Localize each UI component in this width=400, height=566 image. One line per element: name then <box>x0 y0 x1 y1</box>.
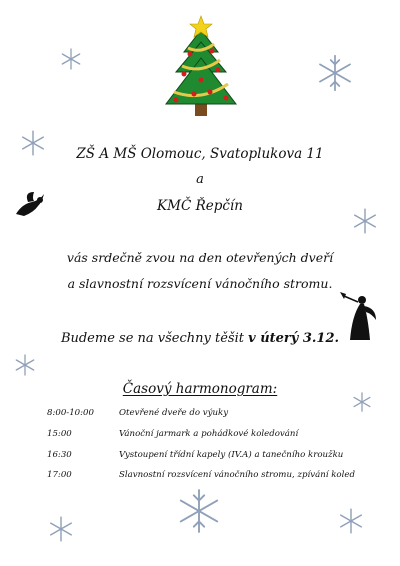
organizer-school: ZŠ A MŠ Olomouc, Svatoplukova 11 <box>76 146 324 162</box>
schedule-text: Otevřené dveře do výuky <box>119 408 229 418</box>
schedule-text: Vystoupení třídní kapely (IV.A) a tanečního kroužku <box>119 450 344 460</box>
event-date: v úterý 3.12. <box>248 331 340 346</box>
snowflake-icon <box>176 488 222 534</box>
schedule-title: Časový harmonogram: <box>122 381 278 397</box>
snowflake-icon <box>316 54 354 92</box>
wait-line <box>0 331 400 346</box>
schedule-time: 17:00 <box>47 470 72 480</box>
schedule-time: 8:00-10:00 <box>47 408 94 418</box>
wait-line-prefix: Budeme se na všechny těšit <box>60 331 244 346</box>
organizer-conjunction: a <box>196 172 204 187</box>
snowflake-icon <box>14 354 36 376</box>
christmas-tree-icon <box>160 14 242 120</box>
schedule-text: Vánoční jarmark a pohádkové koledování <box>119 429 299 439</box>
snowflake-icon <box>48 516 74 542</box>
organizer-kmc: KMČ Řepčín <box>157 198 243 214</box>
snowflake-icon <box>60 48 82 70</box>
schedule-time: 15:00 <box>47 429 72 439</box>
snowflake-icon <box>338 508 364 534</box>
schedule-time: 16:30 <box>47 450 72 460</box>
invitation-line-2: a slavnostní rozsvícení vánočního stromu. <box>67 276 333 291</box>
invitation-line-1: vás srdečně zvou na den otevřených dveří <box>66 250 334 265</box>
schedule-text: Slavnostní rozsvícení vánočního stromu, zpívání koled <box>119 470 355 480</box>
